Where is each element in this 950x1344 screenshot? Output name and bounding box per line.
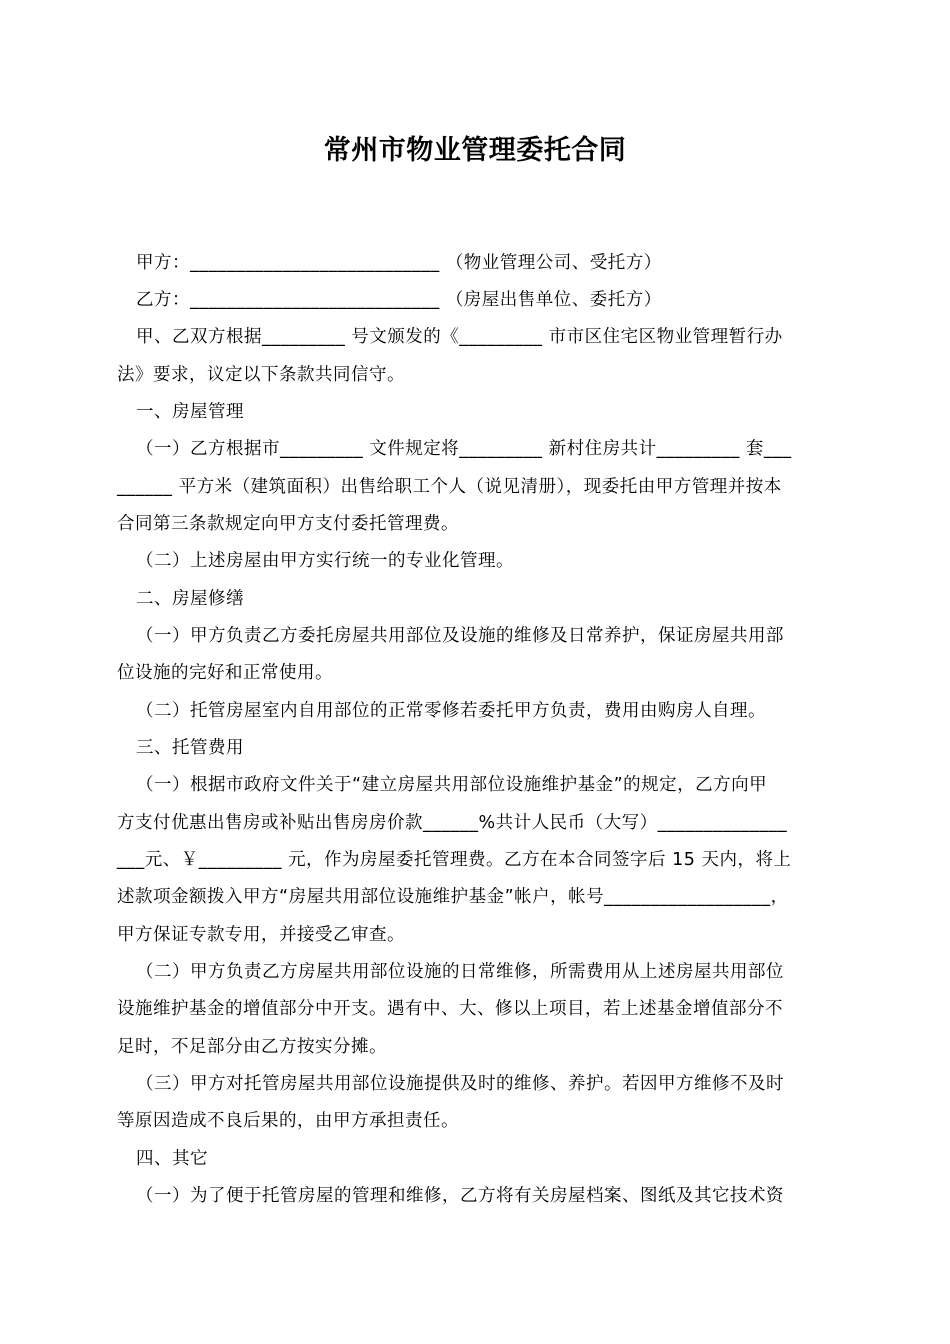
paragraph-line: （二）甲方负责乙方房屋共用部位设施的日常维修，所需费用从上述房屋共用部位 xyxy=(136,962,784,982)
section-heading: 四、其它 xyxy=(136,1149,208,1169)
paragraph-line: ___元、￥_________ 元，作为房屋委托管理费。乙方在本合同签字后 15 天内，将上 xyxy=(117,850,792,870)
section-heading: 二、房屋修缮 xyxy=(136,589,244,609)
paragraph-line: 位设施的完好和正常使用。 xyxy=(117,663,333,683)
paragraph-line: （一）甲方负责乙方委托房屋共用部位及设施的维修及日常养护，保证房屋共用部 xyxy=(136,626,784,646)
paragraph-line: （三）甲方对托管房屋共用部位设施提供及时的维修、养护。若因甲方维修不及时 xyxy=(136,1074,784,1094)
party-b-line: 乙方：___________________________ （房屋出售单位、委托方） xyxy=(136,290,662,310)
paragraph-line: 足时，不足部分由乙方按实分摊。 xyxy=(117,1037,387,1057)
section-heading: 一、房屋管理 xyxy=(136,402,244,422)
paragraph-line: 设施维护基金的增值部分中开支。遇有中、大、修以上项目，若上述基金增值部分不 xyxy=(117,999,783,1019)
section-heading: 三、托管费用 xyxy=(136,738,244,758)
paragraph-line: 甲、乙双方根据_________ 号文颁发的《_________ 市市区住宅区物业管理暂行办 xyxy=(136,327,783,347)
paragraph-line: 等原因造成不良后果的，由甲方承担责任。 xyxy=(117,1111,459,1131)
paragraph-line: 合同第三条款规定向甲方支付委托管理费。 xyxy=(117,514,459,534)
paragraph-line: （一）为了便于托管房屋的管理和维修，乙方将有关房屋档案、图纸及其它技术资 xyxy=(136,1186,784,1206)
paragraph-line: （二）上述房屋由甲方实行统一的专业化管理。 xyxy=(136,551,514,571)
paragraph-line: 述款项金额拨入甲方“房屋共用部位设施维护基金”帐户，帐号__________________， xyxy=(117,887,789,907)
paragraph-line: 甲方保证专款专用，并接受乙审查。 xyxy=(117,925,405,945)
paragraph-line: 方支付优惠出售房或补贴出售房房价款______%共计人民币（大写）______________ xyxy=(117,813,788,833)
paragraph-line: 法》要求，议定以下条款共同信守。 xyxy=(117,365,405,385)
paragraph-line: （一）根据市政府文件关于“建立房屋共用部位设施维护基金”的规定，乙方向甲 xyxy=(136,775,768,795)
page-title: 常州市物业管理委托合同 xyxy=(323,135,627,166)
paragraph-line: ______ 平方米（建筑面积）出售给职工个人（说见清册），现委托由甲方管理并按本 xyxy=(117,477,782,497)
party-a-line: 甲方：___________________________ （物业管理公司、受托方） xyxy=(136,253,662,273)
paragraph-line: （二）托管房屋室内自用部位的正常零修若委托甲方负责，费用由购房人自理。 xyxy=(136,701,766,721)
paragraph-line: （一）乙方根据市_________ 文件规定将_________ 新村住房共计_________ 套___ xyxy=(136,439,792,459)
